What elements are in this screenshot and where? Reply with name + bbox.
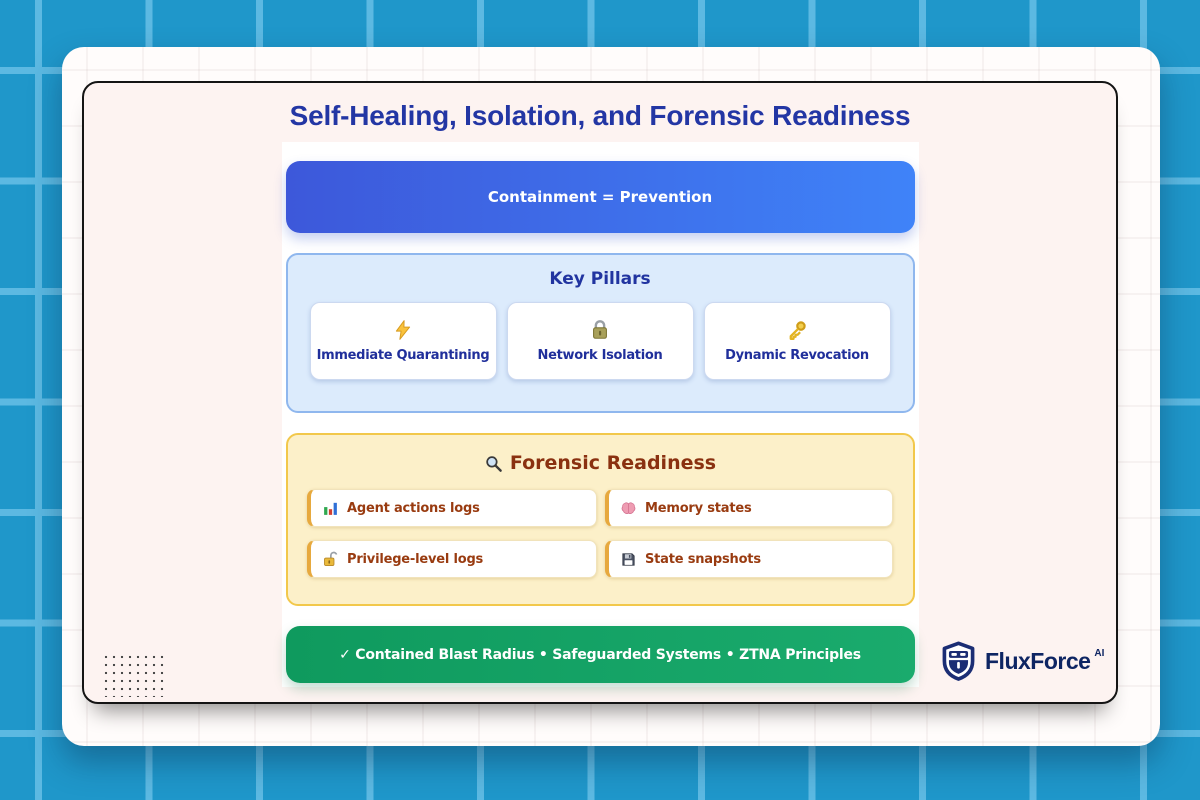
shield-icon [940,641,977,681]
pillar-label: Network Isolation [537,348,663,363]
floppy-disk-icon [620,551,637,568]
forensic-item-memory-states [605,489,893,527]
summary-banner-label: ✓ Contained Blast Radius • Safeguarded Systems • ZTNA Principles [339,646,861,663]
content-column [282,142,919,687]
brain-icon [620,500,637,517]
infographic-card [82,81,1118,704]
pillar-label: Immediate Quarantining [316,348,490,363]
lock-icon [589,319,611,341]
forensic-item-label: Privilege-level logs [347,551,484,567]
forensic-item-label: State snapshots [645,551,761,567]
forensic-item-privilege-level-logs [307,540,597,578]
brand-logo [940,641,1108,681]
forensic-item-label: Memory states [645,500,752,516]
bar-chart-icon [322,500,339,517]
brand-suffix: AI [1094,647,1105,659]
forensic-grid [288,489,913,578]
brand-name: FluxForce [985,647,1091,674]
forensic-item-agent-actions-logs [307,489,597,527]
page-title: Self-Healing, Isolation, and Forensic Readiness [289,100,911,131]
pillar-label: Dynamic Revocation [725,348,869,363]
magnifier-icon [484,454,503,473]
forensic-readiness-title [288,452,913,474]
dot-grid-decoration [102,653,168,697]
key-icon [786,319,808,341]
pillar-card-network-isolation [507,302,694,380]
forensic-readiness-section [286,433,915,606]
summary-banner [286,626,915,683]
forensic-item-label: Agent actions logs [347,500,480,516]
key-pillars-title: Key Pillars [549,269,651,289]
key-pillars-section [286,253,915,413]
unlock-icon [322,551,339,568]
lightning-icon [392,319,414,341]
forensic-title-text: Forensic Readiness [509,452,717,474]
pillar-card-immediate-quarantining [310,302,497,380]
containment-banner [286,161,915,233]
outer-card [62,47,1160,746]
key-pillars-row [288,302,913,380]
forensic-item-state-snapshots [605,540,893,578]
containment-banner-label: Containment = Prevention [487,188,713,206]
pillar-card-dynamic-revocation [704,302,891,380]
